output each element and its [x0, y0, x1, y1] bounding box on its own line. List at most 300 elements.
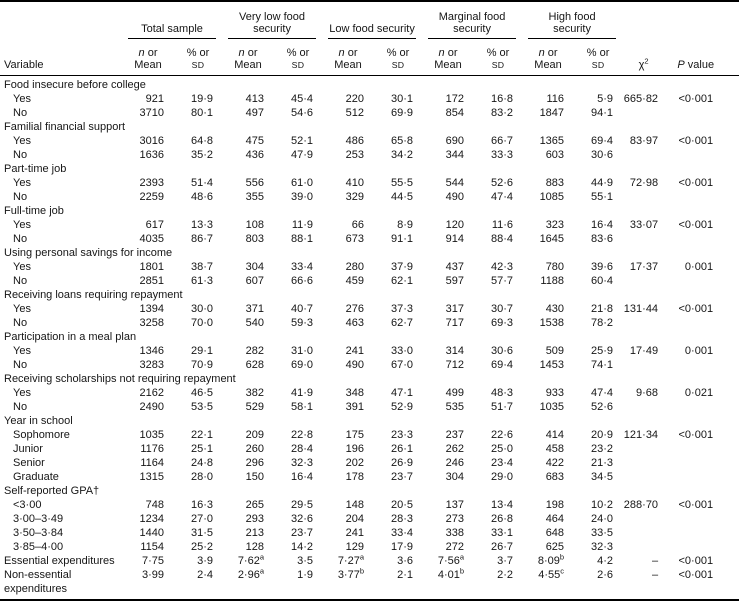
- n-mean-cell: 304: [245, 260, 265, 273]
- section-row: [0, 288, 739, 302]
- n-mean-cell: $8\cdot 09^b$: [537, 551, 565, 567]
- pct-sd-cell: 25·1: [190, 442, 214, 455]
- n-mean-header: n or Mean: [422, 39, 474, 75]
- group-header-row: [0, 1, 739, 39]
- table-row: [0, 134, 739, 148]
- pct-sd-cell: 2·1: [397, 568, 414, 581]
- p-value-cell: <0·001: [678, 554, 714, 567]
- row-label: Sophomore: [13, 428, 70, 441]
- pct-sd-cell: 39·0: [290, 190, 314, 203]
- pct-sd-cell: 2·2: [497, 568, 514, 581]
- p-value-cell: <0·001: [678, 498, 714, 511]
- p-value-cell: [668, 106, 739, 120]
- n-mean-cell: 382: [245, 386, 265, 399]
- n-mean-cell: 3016: [139, 134, 164, 147]
- section-row: [0, 484, 739, 498]
- pct-sd-cell: 3·5: [297, 554, 314, 567]
- chi-square-cell: 17·37: [629, 260, 659, 273]
- p-value-cell: 0·001: [684, 344, 714, 357]
- pct-sd-cell: 66·7: [491, 134, 514, 147]
- n-mean-cell: $4\cdot 01^b$: [437, 565, 465, 581]
- n-mean-cell: 683: [545, 470, 565, 483]
- pct-sd-cell: 23·4: [491, 456, 514, 469]
- pct-sd-cell: 19·9: [190, 92, 214, 105]
- n-mean-cell: 3710: [139, 106, 164, 119]
- chi-square-cell: [622, 148, 668, 162]
- n-mean-cell: 2162: [139, 386, 164, 399]
- row-label: Yes: [13, 92, 31, 105]
- n-mean-cell: 3258: [139, 316, 164, 329]
- n-mean-cell: 422: [545, 456, 565, 469]
- pct-sd-cell: 33·4: [290, 260, 314, 273]
- chi-square-cell: 9·68: [636, 386, 659, 399]
- pct-sd-cell: 33·1: [491, 526, 514, 539]
- n-mean-cell: 272: [445, 540, 465, 553]
- n-mean-cell: 209: [245, 428, 265, 441]
- pct-sd-cell: 16·3: [190, 498, 214, 511]
- n-mean-cell: 323: [545, 218, 565, 231]
- pct-sd-cell: 55·5: [391, 176, 414, 189]
- n-mean-cell: $7\cdot 27^a$: [337, 551, 365, 567]
- pct-sd-cell: 39·6: [591, 260, 614, 273]
- pct-sd-cell: 23·2: [591, 442, 614, 455]
- table-row: [0, 498, 739, 512]
- table-row: [0, 274, 739, 288]
- pct-sd-cell: 28·4: [290, 442, 314, 455]
- group-label: Very low food security: [238, 11, 306, 35]
- group-header-very-low-food-security: [222, 1, 322, 39]
- pct-sd-cell: 54·6: [290, 106, 314, 119]
- n-mean-cell: 1847: [539, 106, 565, 119]
- p-value-cell: [668, 148, 739, 162]
- pct-sd-cell: 69·9: [391, 106, 414, 119]
- n-mean-cell: 7·75: [141, 554, 164, 567]
- n-mean-cell: 410: [345, 176, 365, 189]
- pct-sd-header: % or SD: [374, 39, 422, 75]
- row-label: 3·00–3·49: [13, 512, 64, 525]
- pct-sd-cell: 57·7: [491, 274, 514, 287]
- n-mean-cell: 497: [245, 106, 265, 119]
- n-mean-cell: 509: [545, 344, 565, 357]
- n-mean-cell: 1440: [139, 526, 164, 539]
- table-row: [0, 92, 739, 106]
- pct-sd-cell: 16·8: [491, 92, 514, 105]
- pct-sd-cell: 2·6: [597, 568, 614, 581]
- section-row: [0, 246, 739, 260]
- n-mean-cell: 1154: [140, 540, 164, 553]
- group-label: Total sample: [141, 23, 203, 35]
- pct-sd-cell: 34·2: [391, 148, 414, 161]
- n-mean-cell: 499: [445, 386, 465, 399]
- table-row: [0, 260, 739, 274]
- table-row: [0, 526, 739, 540]
- pct-sd-cell: 25·0: [491, 442, 514, 455]
- table-row: [0, 428, 739, 442]
- n-mean-header: n or Mean: [122, 39, 174, 75]
- pct-sd-cell: 74·1: [591, 358, 614, 371]
- row-label: No: [13, 316, 28, 329]
- pct-sd-cell: 29·1: [190, 344, 214, 357]
- pct-sd-cell: 69·3: [491, 316, 514, 329]
- pct-sd-cell: 52·6: [591, 400, 614, 413]
- section-row: [0, 162, 739, 176]
- row-label: No: [13, 274, 28, 287]
- n-mean-cell: 2490: [139, 400, 164, 413]
- group-header-marginal-food-security: [422, 1, 522, 39]
- n-mean-cell: 2259: [139, 190, 164, 203]
- n-mean-cell: 1346: [139, 344, 164, 357]
- p-value-cell: [668, 456, 739, 470]
- pct-sd-cell: 20·9: [591, 428, 614, 441]
- chi-square-cell: [622, 470, 668, 484]
- n-mean-cell: 597: [445, 274, 465, 287]
- pct-sd-cell: 14·2: [290, 540, 314, 553]
- n-mean-cell: 329: [345, 190, 365, 203]
- n-mean-cell: 712: [445, 358, 465, 371]
- pct-sd-cell: 33·5: [591, 526, 614, 539]
- n-mean-header: n or Mean: [522, 39, 574, 75]
- chi-square-header: $\chi^2$: [622, 39, 668, 75]
- table-row: [0, 540, 739, 554]
- n-mean-cell: 120: [445, 218, 465, 231]
- pct-sd-cell: 20·5: [391, 498, 414, 511]
- table-row: [0, 386, 739, 400]
- n-mean-cell: 1394: [139, 302, 164, 315]
- n-mean-cell: 1085: [539, 190, 565, 203]
- table-row: [0, 176, 739, 190]
- pct-sd-cell: 30·1: [391, 92, 414, 105]
- n-mean-cell: 512: [345, 106, 365, 119]
- pct-sd-cell: 52·6: [491, 176, 514, 189]
- pct-sd-cell: 23·3: [391, 428, 414, 441]
- row-label: Yes: [13, 176, 31, 189]
- pct-sd-cell: 65·8: [391, 134, 414, 147]
- n-mean-cell: 617: [145, 218, 164, 231]
- pct-sd-cell: 41·9: [290, 386, 314, 399]
- p-value-cell: <0·001: [678, 218, 714, 231]
- pct-sd-cell: 58·1: [290, 400, 314, 413]
- n-mean-cell: 1636: [139, 148, 164, 161]
- n-mean-cell: 529: [245, 400, 265, 413]
- n-mean-cell: 475: [245, 134, 265, 147]
- pct-sd-cell: 66·6: [290, 274, 314, 287]
- pct-sd-cell: 25·2: [190, 540, 214, 553]
- n-mean-cell: 921: [145, 92, 164, 105]
- n-mean-cell: 237: [445, 428, 465, 441]
- pct-sd-cell: 8·9: [397, 218, 414, 231]
- n-mean-cell: 1645: [539, 232, 565, 245]
- n-mean-cell: 3·99: [141, 568, 164, 581]
- p-value-cell: [668, 470, 739, 484]
- chi-square-cell: [622, 512, 668, 526]
- chi-square-cell: [622, 106, 668, 120]
- n-mean-cell: 883: [545, 176, 565, 189]
- pct-sd-cell: 69·4: [591, 134, 614, 147]
- table-header: [0, 1, 739, 75]
- row-label: Essential expenditures: [4, 554, 115, 567]
- chi-square-cell: 72·98: [629, 176, 659, 189]
- pct-sd-cell: 62·1: [391, 274, 414, 287]
- n-mean-cell: 116: [546, 92, 565, 105]
- p-value-cell: <0·001: [678, 568, 714, 581]
- pct-sd-cell: 32·3: [591, 540, 614, 553]
- pct-sd-cell: 70·0: [190, 316, 214, 329]
- table-body: [0, 75, 739, 596]
- chi-square-cell: 288·70: [623, 498, 659, 511]
- p-value-cell: <0·001: [678, 92, 714, 105]
- pct-sd-cell: 2·4: [197, 568, 214, 581]
- n-mean-cell: 175: [345, 428, 365, 441]
- pct-sd-cell: 78·2: [591, 316, 614, 329]
- row-label: Yes: [13, 302, 31, 315]
- pct-sd-cell: 25·9: [591, 344, 614, 357]
- pct-sd-cell: 80·1: [190, 106, 214, 119]
- pct-sd-cell: 48·6: [190, 190, 214, 203]
- group-spacer-variable: [0, 1, 122, 39]
- row-label: Graduate: [13, 470, 59, 483]
- group-header-low-food-security: [322, 1, 422, 39]
- group-underline: [328, 2, 416, 39]
- p-value-cell: [668, 316, 739, 330]
- group-underline: [128, 2, 216, 39]
- n-mean-cell: 1188: [540, 274, 565, 287]
- table-row: [0, 190, 739, 204]
- n-mean-cell: 282: [245, 344, 265, 357]
- n-mean-cell: 262: [445, 442, 465, 455]
- table-row: [0, 456, 739, 470]
- pct-sd-cell: 59·3: [290, 316, 314, 329]
- p-value-cell: <0·001: [678, 302, 714, 315]
- n-mean-cell: 220: [345, 92, 365, 105]
- n-mean-cell: 458: [545, 442, 565, 455]
- pct-sd-cell: 35·2: [190, 148, 214, 161]
- row-label: <3·00: [13, 498, 42, 511]
- pct-sd-cell: 86·7: [190, 232, 214, 245]
- n-mean-cell: 213: [245, 526, 265, 539]
- n-mean-cell: 673: [345, 232, 365, 245]
- n-mean-cell: 296: [245, 456, 265, 469]
- n-mean-cell: 490: [345, 358, 365, 371]
- n-mean-cell: 371: [245, 302, 265, 315]
- chi-square-cell: [622, 442, 668, 456]
- chi-square-cell: 83·97: [629, 134, 659, 147]
- pct-sd-cell: 83·2: [491, 106, 514, 119]
- n-mean-cell: 1035: [539, 400, 565, 413]
- n-mean-cell: 854: [445, 106, 465, 119]
- n-mean-cell: 137: [445, 498, 465, 511]
- pct-sd-cell: 40·7: [290, 302, 314, 315]
- pct-sd-cell: 26·7: [491, 540, 514, 553]
- pct-sd-cell: 31·0: [290, 344, 314, 357]
- section-label: Full-time job: [4, 204, 64, 217]
- pct-sd-cell: 34·5: [591, 470, 614, 483]
- table-row: [0, 302, 739, 316]
- n-mean-cell: $7\cdot 62^a$: [237, 551, 265, 567]
- chi-square-cell: –: [651, 554, 659, 567]
- p-value-cell: [668, 190, 739, 204]
- pct-sd-cell: 13·4: [491, 498, 514, 511]
- pct-sd-cell: 53·5: [190, 400, 214, 413]
- p-value-header: P value: [668, 39, 739, 75]
- section-row: [0, 372, 739, 386]
- n-mean-cell: 265: [245, 498, 265, 511]
- n-mean-cell: 196: [345, 442, 365, 455]
- p-value-cell: [668, 540, 739, 554]
- pct-sd-cell: 55·1: [591, 190, 614, 203]
- pct-sd-cell: 88·4: [491, 232, 514, 245]
- n-mean-cell: 625: [545, 540, 565, 553]
- pct-sd-cell: 30·7: [491, 302, 514, 315]
- table-row: [0, 218, 739, 232]
- n-mean-cell: 464: [545, 512, 565, 525]
- p-value-cell: 0·021: [684, 386, 714, 399]
- n-mean-cell: 780: [545, 260, 565, 273]
- group-label: High food security: [548, 11, 596, 35]
- group-spacer-p: [668, 1, 739, 39]
- n-mean-cell: $4\cdot 55^c$: [538, 565, 565, 581]
- table-row: [0, 106, 739, 120]
- row-label: No: [13, 148, 28, 161]
- section-label: Year in school: [4, 414, 73, 427]
- n-mean-cell: 338: [445, 526, 465, 539]
- n-mean-cell: 2851: [139, 274, 164, 287]
- n-mean-cell: $2\cdot 96^a$: [237, 565, 265, 581]
- section-row: [0, 204, 739, 218]
- chi-square-cell: [622, 540, 668, 554]
- group-header-total-sample: [122, 1, 222, 39]
- pct-sd-cell: 64·8: [190, 134, 214, 147]
- pct-sd-cell: 32·3: [290, 456, 314, 469]
- subheader-row: [0, 39, 739, 75]
- chi-square-cell: [622, 400, 668, 414]
- chi-square-cell: 131·44: [623, 302, 659, 315]
- pct-sd-cell: 3·7: [497, 554, 514, 567]
- n-mean-cell: 490: [445, 190, 465, 203]
- pct-sd-cell: 11·9: [291, 218, 314, 231]
- p-value-cell: <0·001: [678, 428, 714, 441]
- pct-sd-cell: 16·4: [290, 470, 314, 483]
- table-row: [0, 512, 739, 526]
- table-row: [0, 554, 739, 568]
- table-row: [0, 316, 739, 330]
- n-mean-cell: 436: [245, 148, 265, 161]
- n-mean-cell: 293: [245, 512, 265, 525]
- section-label: Receiving scholarships not requiring repayment: [4, 372, 236, 385]
- n-mean-cell: 276: [345, 302, 365, 315]
- n-mean-cell: 2393: [139, 176, 164, 189]
- chi-square-cell: [622, 316, 668, 330]
- chi-square-cell: [622, 358, 668, 372]
- n-mean-cell: 748: [145, 498, 164, 511]
- n-mean-cell: 129: [345, 540, 365, 553]
- chi-square-cell: [622, 456, 668, 470]
- n-mean-cell: 607: [245, 274, 265, 287]
- row-label: No: [13, 190, 28, 203]
- group-label: Low food security: [329, 23, 415, 35]
- p-value-cell: [668, 512, 739, 526]
- pct-sd-cell: 29·0: [491, 470, 514, 483]
- n-mean-cell: 3283: [139, 358, 164, 371]
- pct-sd-cell: 29·5: [290, 498, 314, 511]
- n-mean-cell: $3\cdot 77^b$: [337, 565, 365, 581]
- pct-sd-cell: 33·0: [391, 344, 414, 357]
- n-mean-cell: 314: [445, 344, 465, 357]
- pct-sd-cell: 69·4: [491, 358, 514, 371]
- row-label: Non-essential expenditures: [4, 568, 72, 595]
- pct-sd-cell: 21·8: [591, 302, 614, 315]
- pct-sd-cell: 62·7: [391, 316, 414, 329]
- pct-sd-cell: 3·9: [197, 554, 214, 567]
- n-mean-cell: $7\cdot 56^a$: [437, 551, 465, 567]
- n-mean-cell: 304: [445, 470, 465, 483]
- n-mean-cell: 128: [245, 540, 265, 553]
- pct-sd-cell: 37·3: [391, 302, 414, 315]
- section-row: [0, 120, 739, 134]
- pct-sd-header: % or SD: [574, 39, 622, 75]
- n-mean-cell: 204: [345, 512, 365, 525]
- n-mean-cell: 1176: [140, 442, 164, 455]
- pct-sd-cell: 30·6: [591, 148, 614, 161]
- pct-sd-cell: 17·9: [391, 540, 414, 553]
- pct-sd-cell: 1·9: [297, 568, 314, 581]
- pct-sd-cell: 83·6: [591, 232, 614, 245]
- pct-sd-cell: 33·4: [391, 526, 414, 539]
- n-mean-cell: 463: [345, 316, 365, 329]
- row-label: Yes: [13, 344, 31, 357]
- row-label: No: [13, 400, 28, 413]
- n-mean-cell: 198: [545, 498, 565, 511]
- n-mean-cell: 556: [245, 176, 265, 189]
- table-row: [0, 442, 739, 456]
- pct-sd-cell: 67·0: [391, 358, 414, 371]
- n-mean-cell: 544: [445, 176, 465, 189]
- pct-sd-cell: 47·1: [391, 386, 414, 399]
- pct-sd-cell: 23·7: [290, 526, 314, 539]
- chi-square-cell: [622, 526, 668, 540]
- pct-sd-cell: 69·0: [290, 358, 314, 371]
- pct-sd-cell: 44·5: [391, 190, 414, 203]
- pct-sd-cell: 91·1: [391, 232, 414, 245]
- n-mean-cell: 628: [245, 358, 265, 371]
- pct-sd-cell: 32·6: [290, 512, 314, 525]
- row-label: Junior: [13, 442, 43, 455]
- pct-sd-cell: 46·5: [190, 386, 214, 399]
- pct-sd-cell: 5·9: [597, 92, 614, 105]
- row-label: Senior: [13, 456, 45, 469]
- section-label: Part-time job: [4, 162, 67, 175]
- section-label: Familial financial support: [4, 120, 126, 133]
- group-underline: [428, 2, 516, 39]
- section-row: [0, 414, 739, 428]
- pct-sd-cell: 24·8: [190, 456, 214, 469]
- pct-sd-cell: 48·3: [491, 386, 514, 399]
- row-label: Yes: [13, 218, 31, 231]
- n-mean-cell: 66: [351, 218, 365, 231]
- n-mean-cell: 1801: [139, 260, 164, 273]
- group-spacer-chi: [622, 1, 668, 39]
- n-mean-cell: 391: [345, 400, 365, 413]
- pct-sd-header: % or SD: [274, 39, 322, 75]
- pct-sd-cell: 4·2: [597, 554, 614, 567]
- pct-sd-header: % or SD: [174, 39, 222, 75]
- row-label: Yes: [13, 134, 31, 147]
- pct-sd-cell: 61·0: [290, 176, 314, 189]
- table-row: [0, 344, 739, 358]
- pct-sd-cell: 47·9: [290, 148, 314, 161]
- n-mean-cell: 202: [345, 456, 365, 469]
- section-label: Food insecure before college: [4, 78, 146, 91]
- n-mean-cell: 1315: [139, 470, 164, 483]
